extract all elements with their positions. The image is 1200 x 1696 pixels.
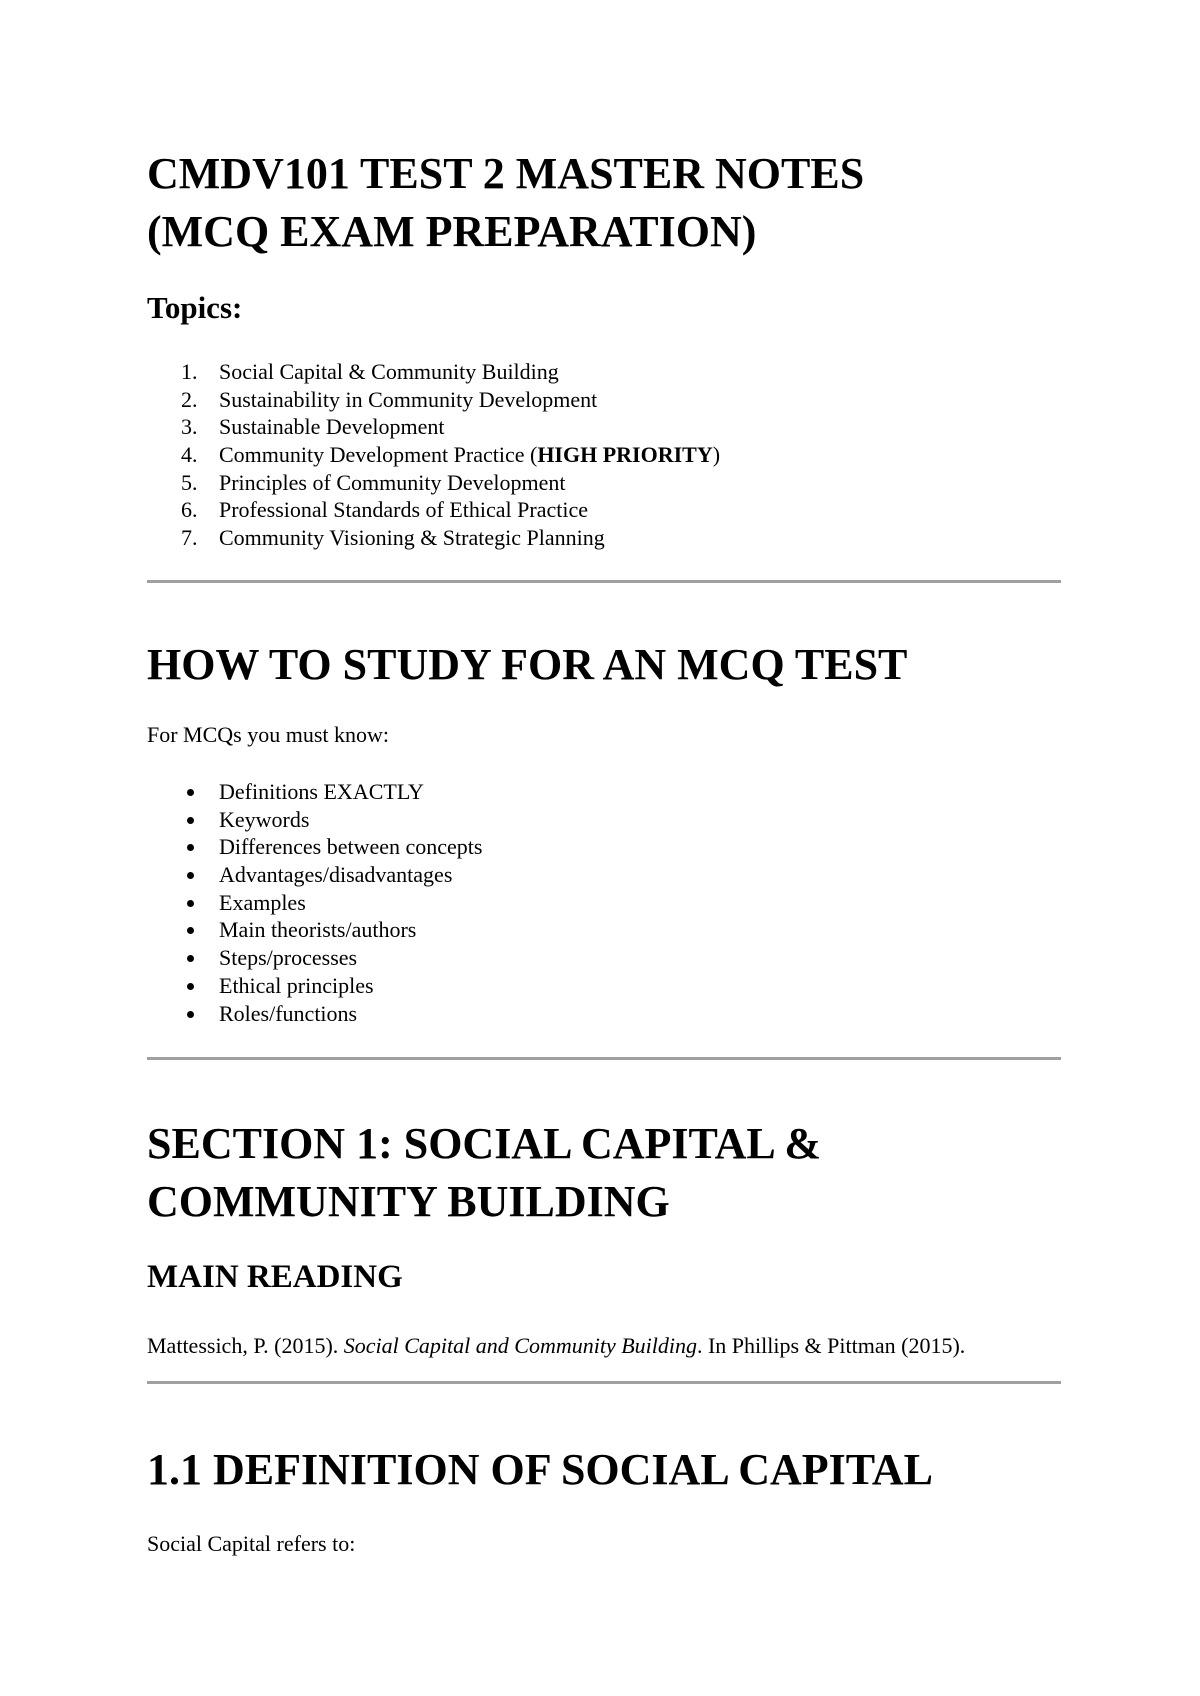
bullet-icon bbox=[187, 983, 194, 990]
list-item bbox=[147, 778, 482, 806]
list-item-text: Definitions EXACTLY bbox=[219, 779, 424, 804]
topic-text: Professional Standards of Ethical Practice bbox=[219, 497, 589, 523]
list-item bbox=[147, 806, 482, 834]
list-item bbox=[147, 944, 482, 972]
list-item-text: Steps/processes bbox=[219, 945, 358, 971]
topic-item bbox=[147, 413, 720, 441]
list-number: 5. bbox=[181, 469, 198, 495]
list-number: 6. bbox=[181, 497, 198, 523]
list-item bbox=[147, 1000, 482, 1028]
list-item bbox=[147, 833, 482, 861]
bullet-icon bbox=[187, 955, 194, 962]
list-item-text: Main theorists/authors bbox=[219, 917, 417, 943]
list-item bbox=[147, 972, 482, 1000]
list-number: 3. bbox=[181, 414, 198, 440]
list-item-text: Differences between concepts bbox=[219, 834, 483, 860]
list-item-text: Keywords bbox=[219, 806, 310, 832]
list-item bbox=[147, 861, 482, 889]
section1-heading-line-1: SECTION 1: SOCIAL CAPITAL & bbox=[147, 1119, 821, 1168]
list-item-text: Ethical principles bbox=[219, 972, 374, 998]
reference-source: . In Phillips & Pittman (2015). bbox=[696, 1333, 966, 1358]
topic-text: Community Development Practice ( bbox=[219, 442, 538, 468]
list-item-text: Advantages/disadvantages bbox=[219, 862, 453, 888]
list-item bbox=[147, 916, 482, 944]
topic-item bbox=[147, 441, 720, 469]
section1-heading bbox=[147, 1115, 1061, 1231]
list-number: 2. bbox=[181, 386, 198, 412]
priority-label: HIGH PRIORITY bbox=[537, 442, 713, 468]
topic-text: Principles of Community Development bbox=[219, 469, 566, 495]
list-number: 1. bbox=[181, 359, 198, 384]
topic-item bbox=[147, 386, 720, 414]
section1-heading-line-2: COMMUNITY BUILDING bbox=[147, 1177, 670, 1226]
topic-text: Social Capital & Community Building bbox=[219, 359, 559, 384]
study-list bbox=[147, 778, 482, 1027]
reference-author: Mattessich, P. (2015). bbox=[147, 1333, 344, 1358]
bullet-icon bbox=[187, 872, 194, 879]
title-line-1: CMDV101 TEST 2 MASTER NOTES bbox=[147, 149, 865, 198]
definition-intro: Social Capital refers to: bbox=[147, 1531, 356, 1556]
topic-text: Sustainability in Community Development bbox=[219, 386, 598, 412]
topics-heading: Topics: bbox=[147, 290, 243, 325]
document-title bbox=[147, 145, 1061, 261]
topic-text-suffix: ) bbox=[712, 442, 721, 468]
list-item bbox=[147, 889, 482, 917]
study-intro: For MCQs you must know: bbox=[147, 722, 390, 747]
topic-text: Community Visioning & Strategic Planning bbox=[219, 525, 605, 551]
bullet-icon bbox=[187, 789, 194, 796]
list-number: 7. bbox=[181, 525, 198, 551]
topic-text: Sustainable Development bbox=[219, 414, 445, 440]
study-heading: HOW TO STUDY FOR AN MCQ TEST bbox=[147, 640, 908, 689]
horizontal-rule bbox=[147, 1057, 1061, 1060]
topic-item bbox=[147, 358, 720, 386]
topic-item bbox=[147, 469, 720, 497]
topic-item bbox=[147, 496, 720, 524]
bullet-icon bbox=[187, 900, 194, 907]
bullet-icon bbox=[187, 844, 194, 851]
title-line-2: (MCQ EXAM PREPARATION) bbox=[147, 207, 757, 256]
horizontal-rule bbox=[147, 1381, 1061, 1384]
definition-heading: 1.1 DEFINITION OF SOCIAL CAPITAL bbox=[147, 1445, 934, 1494]
reference-title: Social Capital and Community Building bbox=[343, 1333, 697, 1358]
topics-list bbox=[147, 358, 720, 552]
bullet-icon bbox=[187, 927, 194, 934]
list-number: 4. bbox=[181, 442, 198, 468]
bullet-icon bbox=[187, 817, 194, 824]
reading-reference bbox=[147, 1332, 965, 1360]
topic-item bbox=[147, 524, 720, 552]
main-reading-heading: MAIN READING bbox=[147, 1259, 403, 1295]
bullet-icon bbox=[187, 1011, 194, 1018]
horizontal-rule bbox=[147, 580, 1061, 583]
list-item-text: Roles/functions bbox=[219, 1000, 358, 1026]
list-item-text: Examples bbox=[219, 889, 306, 915]
